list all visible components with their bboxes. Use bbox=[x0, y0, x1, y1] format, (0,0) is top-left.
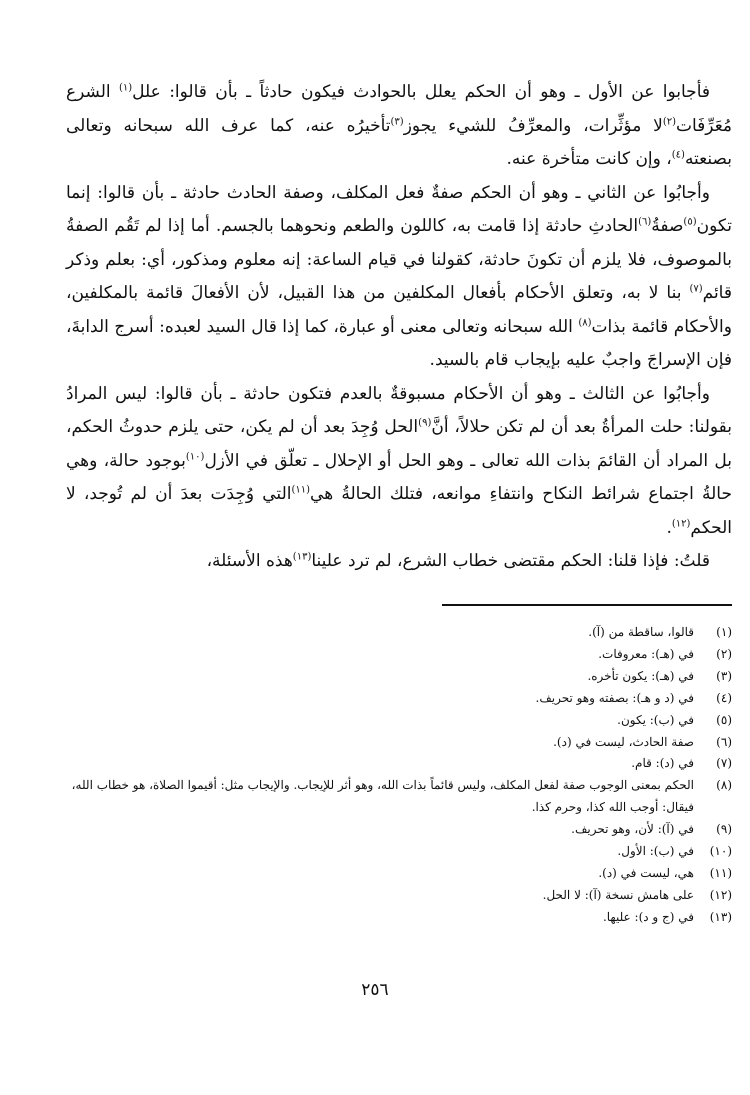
footnote-number: (١١) bbox=[709, 865, 732, 880]
footnote-item bbox=[66, 819, 732, 841]
footnote-number: (٨) bbox=[716, 778, 732, 793]
footnote-number: (٥) bbox=[716, 712, 732, 727]
footnote-number: (١) bbox=[716, 625, 732, 639]
main-text bbox=[66, 76, 732, 579]
footnote-number: (٢) bbox=[716, 646, 732, 661]
text-run: التي وُجِدَت بعدَ أن لم تُوجد، لا الحكم bbox=[66, 484, 732, 538]
paragraph-3 bbox=[66, 378, 732, 546]
footnote-ref: (٩) bbox=[418, 417, 432, 429]
footnote-item bbox=[66, 775, 732, 819]
footnote-text: في (آ): لأن، وهو تحريف. bbox=[571, 822, 694, 837]
footnote-number: (٣) bbox=[716, 668, 732, 683]
footnote-ref: (١٣) bbox=[292, 551, 312, 563]
footnote-text: في (د): قام. bbox=[631, 756, 694, 771]
footnote-text: في (ب): الأول. bbox=[617, 844, 694, 859]
paragraph-4 bbox=[66, 545, 732, 579]
footnote-number: (٩) bbox=[716, 822, 732, 837]
text-run: الحل وُجِدَ بعد أن لم يكن، حتى يلزم حدوثُ الحكم، بل المراد أن القائمَ بذات الله تعالى ـ وهو الحل أو الإحلال ـ تعلّق في الأزل bbox=[66, 417, 733, 471]
footnote-text: الحكم بمعنى الوجوب صفة لفعل المكلف، وليس قائماً بذات الله، وهو أثر للإيجاب. والإيجاب مثل: أقيموا الصلاة، هو خطاب الله، فيقال: أوجب الله كذا، وحرم كذا. bbox=[71, 778, 694, 815]
footnote-number: (٧) bbox=[716, 756, 732, 771]
footnote-text: صفة الحادث، ليست في (د). bbox=[553, 734, 694, 749]
footnote-item bbox=[66, 753, 732, 775]
text-run: . bbox=[666, 517, 672, 538]
footnote-item bbox=[66, 666, 732, 688]
footnote-text: في (ب): يكون. bbox=[617, 712, 694, 727]
page-number: ٢٥٦ bbox=[361, 980, 389, 1000]
footnote-ref: (١٠) bbox=[185, 450, 205, 462]
footnotes bbox=[66, 622, 732, 929]
footnote-text: في (هـ): يكون تأخره. bbox=[587, 668, 694, 683]
footnote-number: (٦) bbox=[716, 734, 732, 749]
footnote-ref: (١٢) bbox=[671, 517, 691, 529]
text-run: وأجابُوا عن الثاني ـ وهو أن الحكم صفةٌ فعل المكلف، وصفة الحادث حادثة ـ بأن قالوا: إنما تكون bbox=[66, 182, 732, 236]
footnote-item bbox=[66, 863, 732, 885]
footnote-text: في (ج و د): عليها. bbox=[602, 909, 694, 924]
footnote-number: (١٣) bbox=[709, 909, 732, 924]
footnote-text: في (د و هـ): بصفته وهو تحريف. bbox=[535, 690, 694, 705]
footnote-ref: (١) bbox=[118, 82, 133, 94]
footnote-number: (١٠) bbox=[709, 844, 732, 859]
footnote-item bbox=[66, 732, 732, 754]
text-run: بوجود حالة، وهي حالةُ اجتماع شرائط النكاح وانتفاءِ موانعه، فتلك الحالةُ هي bbox=[66, 450, 732, 504]
footnote-ref: (٢) bbox=[662, 115, 676, 127]
footnote-item bbox=[66, 907, 732, 929]
footnote-item bbox=[66, 622, 732, 644]
footnote-ref: (٤) bbox=[671, 149, 685, 161]
text-run: قلتُ: فإذا قلنا: الحكم مقتضى خطاب الشرع، لم ترد علينا bbox=[311, 551, 710, 571]
footnote-ref: (٨) bbox=[578, 316, 592, 328]
text-run: الله سبحانه وتعالى معنى أو عبارة، كما إذا قال السيد لعبده: أسرج الدابةَ، فإن الإسراجَ واجبٌ عليه بإيجاب قام بالسيد. bbox=[66, 316, 732, 370]
text-run: وأجابُوا عن الثالث ـ وهو أن الأحكام مسبوقةٌ بالعدم فتكون حادثة ـ بأن قالوا: ليس المرادُ بقولنا: حلت المرأةُ بعد أن لم تكن حلالاً، أنَّ bbox=[66, 383, 733, 437]
footnote-item bbox=[66, 644, 732, 666]
footnote-ref: (١١) bbox=[291, 484, 311, 496]
footnote-item bbox=[66, 688, 732, 710]
footnote-item bbox=[66, 885, 732, 907]
footnote-item bbox=[66, 710, 732, 732]
paragraph-1 bbox=[66, 76, 732, 177]
footnote-ref: (٥) bbox=[683, 216, 697, 228]
footnote-number: (١٢) bbox=[709, 887, 732, 902]
footnote-text: على هامش نسخة (آ): لا الحل. bbox=[542, 887, 694, 902]
text-run: تأخيرُه عنه، كما عرف الله سبحانه وتعالى بصنعته bbox=[66, 115, 732, 169]
footnote-ref: (٣) bbox=[390, 115, 404, 127]
footnote-text: قالوا، ساقطة من (آ). bbox=[588, 625, 694, 639]
footnote-separator bbox=[442, 604, 732, 606]
footnote-ref: (٧) bbox=[689, 283, 703, 295]
text-run: صفةُ bbox=[651, 216, 684, 236]
text-run: بنا لا به، وتعلق الأحكام بأفعال المكلفين من هذا القبيل، لأن الأفعالَ قائمة بالمكلفين، والأحكام قائمة بذات bbox=[66, 283, 732, 337]
footnote-item bbox=[66, 841, 732, 863]
text-run: لا مؤثِّرات، والمعرِّفُ للشيء يجوز bbox=[403, 115, 663, 136]
footnote-number: (٤) bbox=[716, 690, 732, 705]
text-run: ، وإن كانت متأخرة عنه. bbox=[506, 149, 672, 169]
text-run: الحادثِ حادثة إذا قامت به، كاللون والطعم ونحوهما بالجسم. أما إذا لم تَقُم الصفةُ بالموصوف، فلا يلزم أن تكونَ حادثة، كقولنا في قيام الساعة: إنه معلوم ومذكور، أي: بعلم وذكر قائم bbox=[66, 216, 732, 303]
paragraph-2 bbox=[66, 177, 732, 378]
footnote-ref: (٦) bbox=[638, 216, 652, 228]
text-run: فأجابوا عن الأول ـ وهو أن الحكم يعلل بالحوادث فيكون حادثاً ـ بأن قالوا: علل bbox=[132, 82, 710, 102]
footnote-text: هي، ليست في (د). bbox=[598, 865, 694, 880]
footnote-text: في (هـ): معروفات. bbox=[598, 646, 694, 661]
text-run: الشرع مُعَرِّفَات bbox=[66, 82, 732, 136]
text-run: هذه الأسئلة، bbox=[206, 551, 293, 571]
